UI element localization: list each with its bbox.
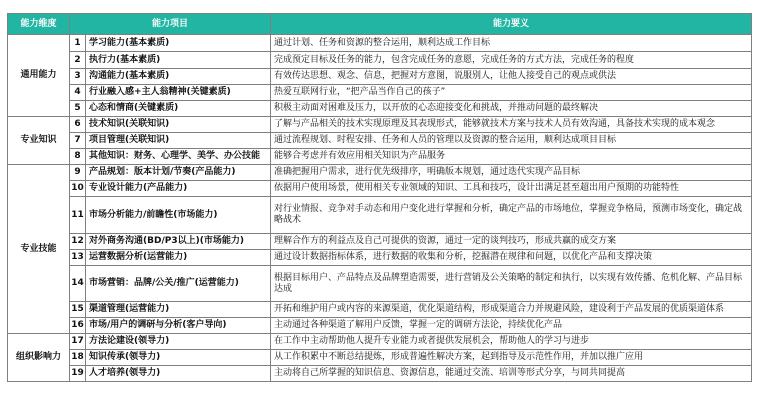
row-number: 14 bbox=[70, 266, 86, 302]
ability-name: 运营数据分析(运营能力) bbox=[86, 250, 271, 266]
ability-name: 人才培养(领导力) bbox=[86, 366, 271, 382]
ability-name: 沟通能力(基本素质) bbox=[86, 69, 271, 85]
ability-description: 积极主动面对困难及压力，以开放的心态迎接变化和挑战，并推动问题的最终解决 bbox=[271, 101, 752, 117]
ability-name: 学习能力(基本素质) bbox=[86, 35, 271, 52]
header-category: 能力维度 bbox=[8, 14, 70, 35]
ability-description: 能够合考虑并有效应用相关知识为产品服务 bbox=[271, 149, 752, 165]
ability-name: 其他知识：财务、心理学、美学、办公技能 bbox=[86, 149, 271, 165]
ability-name: 心态和情商(关键素质) bbox=[86, 101, 271, 117]
table-row bbox=[8, 334, 752, 350]
ability-name: 方法论建设(领导力) bbox=[86, 334, 271, 350]
ability-name: 对外商务沟通(BD/P3以上)(市场能力) bbox=[86, 234, 271, 250]
table-row bbox=[8, 52, 752, 69]
table-row bbox=[8, 197, 752, 234]
table-row bbox=[8, 85, 752, 101]
table-row bbox=[8, 181, 752, 197]
competency-table-container bbox=[7, 13, 751, 382]
ability-description: 从工作积累中不断总结提炼，形成普遍性解决方案，起到指导及示范性作用，并加以推广应用 bbox=[271, 350, 752, 366]
row-number: 6 bbox=[70, 117, 86, 133]
ability-name: 项目管理(关联知识) bbox=[86, 133, 271, 149]
ability-name: 专业设计能力(产品能力) bbox=[86, 181, 271, 197]
ability-description: 准确把握用户需求，进行优先级排序，明确版本规划，通过迭代实现产品目标 bbox=[271, 165, 752, 181]
row-number: 11 bbox=[70, 197, 86, 234]
ability-name: 渠道管理(运营能力) bbox=[86, 302, 271, 318]
table-row bbox=[8, 165, 752, 181]
table-row bbox=[8, 133, 752, 149]
row-number: 3 bbox=[70, 69, 86, 85]
row-number: 17 bbox=[70, 334, 86, 350]
ability-description: 通过流程规划、时程安排、任务和人员的管理以及资源的整合运用，顺利达成项目目标 bbox=[271, 133, 752, 149]
category-cell: 通用能力 bbox=[8, 35, 70, 117]
table-row bbox=[8, 266, 752, 302]
table-row bbox=[8, 149, 752, 165]
row-number: 18 bbox=[70, 350, 86, 366]
ability-description: 通过计划、任务和资源的整合运用，顺利达成工作目标 bbox=[271, 35, 752, 52]
ability-description: 理解合作方的利益点及自己可提供的资源，通过一定的谈判技巧，形成共赢的成交方案 bbox=[271, 234, 752, 250]
table-row bbox=[8, 350, 752, 366]
ability-name: 产品规划：版本计划/节奏(产品能力) bbox=[86, 165, 271, 181]
competency-table bbox=[7, 13, 752, 382]
ability-name: 市场分析能力/前瞻性(市场能力) bbox=[86, 197, 271, 234]
row-number: 5 bbox=[70, 101, 86, 117]
table-row bbox=[8, 69, 752, 85]
table-row bbox=[8, 117, 752, 133]
row-number: 2 bbox=[70, 52, 86, 69]
row-number: 16 bbox=[70, 318, 86, 334]
table-row bbox=[8, 35, 752, 52]
ability-description: 主动将自己所掌握的知识信息、资源信息，能通过交流、培训等形式分享，与同共同提高 bbox=[271, 366, 752, 382]
category-cell: 专业知识 bbox=[8, 117, 70, 165]
ability-description: 根据目标用户、产品特点及品牌塑造需要，进行营销及公关策略的制定和执行，以实现有效传播、危机化解、产品目标达成 bbox=[271, 266, 752, 302]
ability-name: 知识传承(领导力) bbox=[86, 350, 271, 366]
row-number: 8 bbox=[70, 149, 86, 165]
ability-description: 开拓和维护用户或内容的来源渠道，优化渠道结构，形成渠道合力并规避风险，建设利于产品发展的优质渠道体系 bbox=[271, 302, 752, 318]
table-row bbox=[8, 101, 752, 117]
row-number: 15 bbox=[70, 302, 86, 318]
table-row bbox=[8, 318, 752, 334]
ability-description: 对行业情报、竞争对手动态和用户变化进行掌握和分析，确定产品的市场地位，掌握竞争格局，预测市场变化，确定战略战术 bbox=[271, 197, 752, 234]
ability-description: 有效传达思想、观念、信息，把握对方意图，说服别人，让他人接受自己的观点或供法 bbox=[271, 69, 752, 85]
header-ability: 能力项目 bbox=[70, 14, 271, 35]
ability-name: 行业融入感+主人翁精神(关键素质) bbox=[86, 85, 271, 101]
table-row bbox=[8, 302, 752, 318]
row-number: 13 bbox=[70, 250, 86, 266]
table-body bbox=[8, 35, 752, 382]
row-number: 1 bbox=[70, 35, 86, 52]
ability-name: 市场/用户的调研与分析(客户导向) bbox=[86, 318, 271, 334]
ability-description: 在工作中主动帮助他人提升专业能力或者提供发展机会，帮助他人的学习与进步 bbox=[271, 334, 752, 350]
ability-name: 技术知识(关联知识) bbox=[86, 117, 271, 133]
category-cell: 组织影响力 bbox=[8, 334, 70, 382]
row-number: 19 bbox=[70, 366, 86, 382]
ability-description: 通过设计数据指标体系，进行数据的收集和分析，挖掘潜在规律和问题，以优化产品和支撑决策 bbox=[271, 250, 752, 266]
ability-description: 了解与产品相关的技术实现原理及其表现形式，能够就技术方案与技术人员有效沟通，具备技术实现的成本观念 bbox=[271, 117, 752, 133]
header-requirement: 能力要义 bbox=[271, 14, 752, 35]
row-number: 4 bbox=[70, 85, 86, 101]
ability-name: 执行力(基本素质) bbox=[86, 52, 271, 69]
category-cell: 专业技能 bbox=[8, 165, 70, 334]
table-row bbox=[8, 250, 752, 266]
row-number: 10 bbox=[70, 181, 86, 197]
row-number: 9 bbox=[70, 165, 86, 181]
ability-description: 热爱互联网行业，“把产品当作自己的孩子” bbox=[271, 85, 752, 101]
ability-description: 依据用户使用场景，使用相关专业领域的知识、工具和技巧，设计出满足甚至超出用户预期的功能特性 bbox=[271, 181, 752, 197]
row-number: 7 bbox=[70, 133, 86, 149]
ability-description: 完成预定目标及任务的能力，包含完成任务的意愿，完成任务的方式方法，完成任务的程度 bbox=[271, 52, 752, 69]
table-row bbox=[8, 366, 752, 382]
ability-name: 市场营销：品牌/公关/推广(运营能力) bbox=[86, 266, 271, 302]
table-row bbox=[8, 234, 752, 250]
ability-description: 主动通过各种渠道了解用户反馈，掌握一定的调研方法论，持续优化产品 bbox=[271, 318, 752, 334]
row-number: 12 bbox=[70, 234, 86, 250]
table-header-row bbox=[8, 14, 752, 35]
